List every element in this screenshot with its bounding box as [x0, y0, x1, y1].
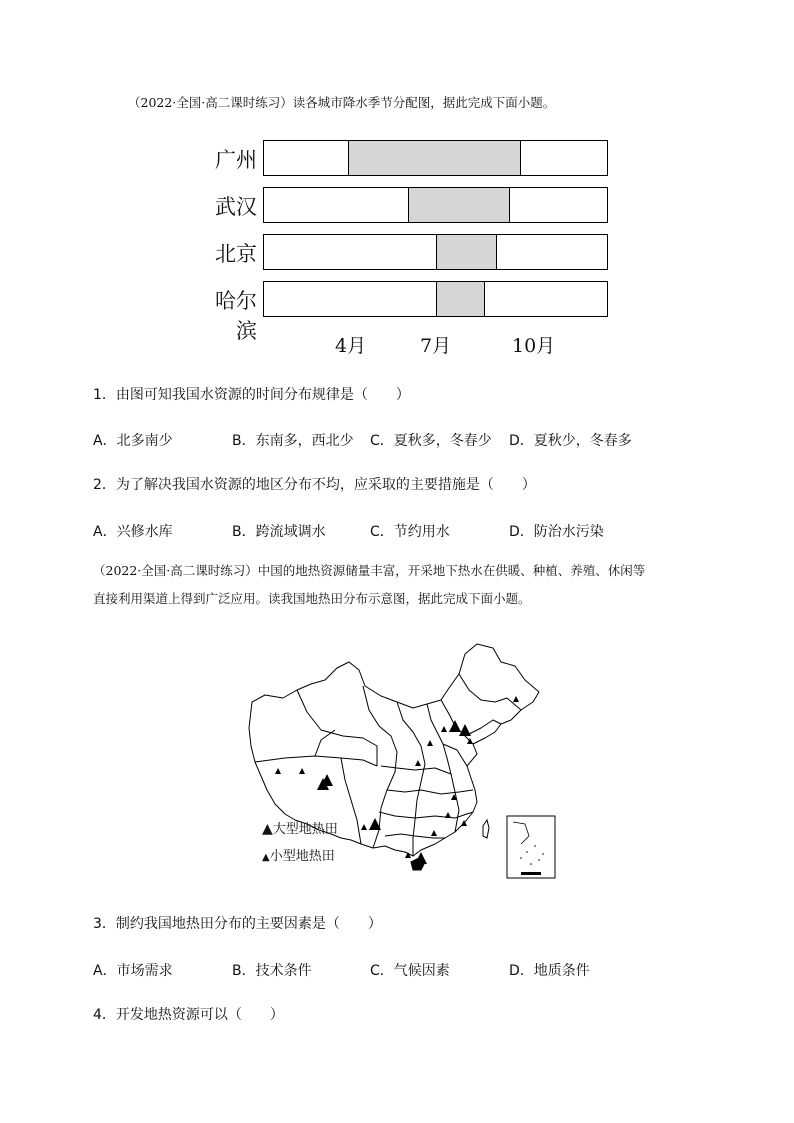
rainy-season-guangzhou	[348, 141, 521, 175]
rainy-season-wuhan	[408, 188, 510, 222]
q2-option-d[interactable]: D．防治水污染	[509, 524, 604, 540]
large-geothermal-markers	[317, 720, 471, 864]
section2-intro-line2: 直接利用渠道上得到广泛应用。读我国地热田分布示意图，据此完成下面小题。	[93, 591, 531, 606]
q1-option-c[interactable]: C．夏秋多，冬春少	[370, 433, 492, 449]
q3-option-a[interactable]: A．市场需求	[93, 963, 173, 979]
rain-bar-guangzhou	[263, 140, 608, 176]
city-label-wuhan: 武汉	[215, 195, 257, 219]
month-label-april: 4月	[335, 335, 367, 357]
q3-option-b[interactable]: B．技术条件	[232, 963, 312, 979]
geothermal-map	[245, 640, 557, 880]
q1-option-d[interactable]: D．夏秋少，冬春多	[509, 433, 632, 449]
legend-large-label: 大型地热田	[272, 822, 338, 837]
rain-bar-beijing	[263, 234, 608, 270]
question-2-options	[93, 521, 713, 541]
question-3-stem: 3．制约我国地热田分布的主要因素是（ ）	[93, 916, 382, 932]
taiwan-island	[483, 820, 489, 838]
large-triangle-icon: ▲	[262, 821, 273, 837]
section1-intro: （2022·全国·高二课时练习）读各城市降水季节分配图，据此完成下面小题。	[128, 95, 556, 110]
city-label-beijing: 北京	[215, 242, 257, 266]
month-label-october: 10月	[512, 335, 556, 357]
legend-large-field	[262, 818, 338, 837]
city-label-guangzhou: 广州	[215, 148, 257, 172]
month-label-july: 7月	[420, 335, 452, 357]
section2-intro-line1: （2022·全国·高二课时练习）中国的地热资源储量丰富，开采地下热水在供暖、种植、养殖、休闲等	[93, 563, 646, 578]
q3-option-d[interactable]: D．地质条件	[509, 963, 590, 979]
question-1-stem: 1．由图可知我国水资源的时间分布规律是（ ）	[93, 387, 410, 403]
question-2-stem: 2．为了解决我国水资源的地区分布不均，应采取的主要措施是（ ）	[93, 477, 536, 493]
q1-option-b[interactable]: B．东南多，西北少	[232, 433, 354, 449]
q2-option-a[interactable]: A．兴修水库	[93, 524, 173, 540]
south-china-sea-inset	[507, 816, 555, 878]
rain-bar-harbin	[263, 281, 608, 317]
question-1-options	[93, 430, 713, 450]
q2-option-b[interactable]: B．跨流域调水	[232, 524, 326, 540]
city-label-harbin: 哈尔滨	[215, 289, 257, 343]
rainy-season-beijing	[436, 235, 497, 269]
small-triangle-icon: ▲	[262, 852, 270, 863]
question-3-options	[93, 960, 713, 980]
question-4-stem: 4．开发地热资源可以（ ）	[93, 1007, 284, 1023]
rain-bar-wuhan	[263, 187, 608, 223]
q1-option-a[interactable]: A．北多南少	[93, 433, 173, 449]
legend-small-label: 小型地热田	[269, 849, 335, 864]
legend-small-field	[262, 845, 335, 864]
q2-option-c[interactable]: C．节约用水	[370, 524, 450, 540]
rainy-season-harbin	[436, 282, 485, 316]
q3-option-c[interactable]: C．气候因素	[370, 963, 450, 979]
